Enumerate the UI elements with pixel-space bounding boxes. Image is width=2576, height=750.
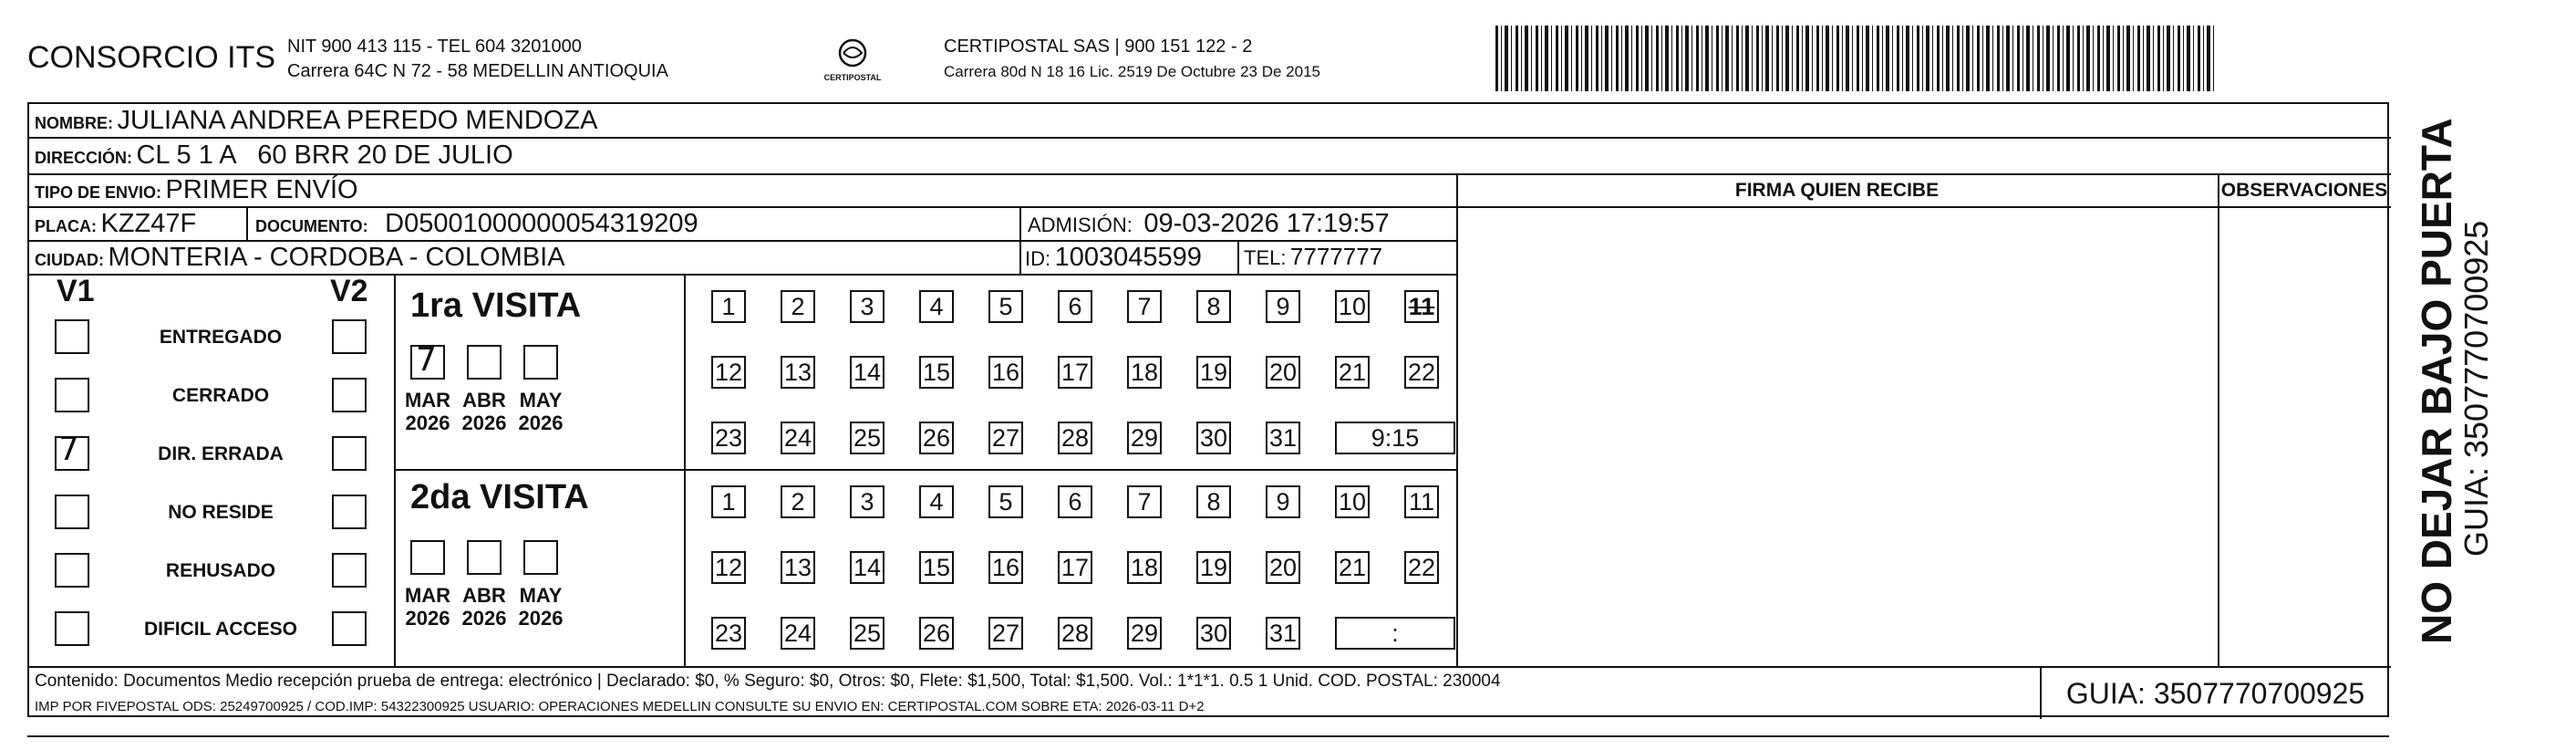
documento-value: D05001000000054319209 [385, 209, 698, 238]
status-label: NO RESIDE [168, 502, 274, 523]
day-box[interactable]: 29 [1127, 617, 1162, 650]
day-box[interactable]: 26 [919, 617, 954, 650]
day-box[interactable]: 10 [1335, 290, 1370, 323]
day-box[interactable]: 7 [1127, 290, 1162, 323]
day-box[interactable]: 8 [1196, 485, 1231, 518]
day-box[interactable]: 3 [850, 290, 885, 323]
footer-line-1: Contenido: Documentos Medio recepción prueba de entrega: electrónico | Declarado: $0, % Seguro: $0, Otros: $0, Flete: $1,500, Total: $1,500. Vol.: 1*1*1. 0.5 1 Unid. COD. POSTAL: 230004 [35, 672, 1501, 691]
day-box[interactable]: 5 [988, 485, 1023, 518]
day-box[interactable]: 20 [1266, 551, 1300, 584]
ciudad-value: MONTERIA - CORDOBA - COLOMBIA [108, 243, 565, 272]
day-box[interactable]: 10 [1335, 485, 1370, 518]
v2-checkbox[interactable] [332, 611, 367, 646]
day-box[interactable]: 23 [711, 617, 746, 650]
v2-checkbox[interactable] [332, 319, 367, 354]
warning-text: NO DEJAR BAJO PUERTA [2413, 118, 2460, 644]
company-name: CONSORCIO ITS [27, 40, 276, 75]
admision-label: ADMISIÓN: [1028, 214, 1133, 236]
day-box[interactable]: 28 [1058, 617, 1092, 650]
certipostal-logo [821, 33, 885, 88]
status-label: REHUSADO [165, 560, 276, 581]
day-box[interactable]: 23 [711, 422, 746, 454]
documento-label: DOCUMENTO: [255, 217, 368, 235]
v1-checkbox[interactable] [55, 611, 89, 646]
day-box[interactable]: 13 [781, 551, 815, 584]
v1-checkbox[interactable] [55, 319, 89, 354]
day-box[interactable]: 12 [711, 551, 746, 584]
month-checkbox[interactable] [467, 540, 502, 575]
tel-label: TEL: [1244, 246, 1287, 269]
day-box[interactable]: 11 [1404, 290, 1439, 323]
footer-guia: GUIA: 3507770700925 [2065, 677, 2365, 710]
day-box[interactable]: 9 [1266, 485, 1300, 518]
month-label [514, 584, 567, 630]
visit-2-title: 2da VISITA [410, 478, 589, 516]
v2-checkbox[interactable] [332, 436, 367, 471]
nombre-label: NOMBRE: [35, 114, 113, 132]
month-year: 2026 [518, 411, 564, 434]
month-year: 2026 [405, 411, 450, 434]
day-box[interactable]: 4 [919, 290, 954, 323]
v2-checkbox[interactable] [332, 378, 367, 412]
day-box[interactable]: 14 [850, 356, 885, 389]
handwritten-check-mark: 7 [58, 431, 79, 468]
month-year: 2026 [518, 607, 564, 630]
day-box[interactable]: 19 [1196, 551, 1231, 584]
month-label [514, 389, 567, 434]
month-year: 2026 [461, 607, 507, 630]
day-box[interactable]: 14 [850, 551, 885, 584]
day-box[interactable]: 19 [1196, 356, 1231, 389]
day-box[interactable]: 6 [1058, 485, 1092, 518]
day-box[interactable]: 16 [988, 356, 1023, 389]
month-checkbox[interactable] [523, 540, 558, 575]
address-line: Carrera 64C N 72 - 58 MEDELLIN ANTIOQUIA [287, 61, 668, 81]
month-checkbox[interactable] [523, 345, 558, 380]
status-label: DIFICIL ACCESO [143, 619, 297, 640]
tipo-envio-value: PRIMER ENVÍO [165, 175, 358, 204]
day-box[interactable]: 25 [850, 617, 885, 650]
direccion-value: CL 5 1 A 60 BRR 20 DE JULIO [136, 141, 513, 170]
v2-label: V2 [330, 274, 368, 308]
id-label: ID: [1025, 247, 1051, 270]
barcode [1495, 26, 2216, 91]
logo-text: CERTIPOSTAL [823, 73, 882, 82]
month-label [458, 389, 511, 434]
day-box[interactable]: 3 [850, 485, 885, 518]
day-box[interactable]: 5 [988, 290, 1023, 323]
day-box[interactable]: 2 [781, 290, 815, 323]
time-box[interactable]: 9:15 [1335, 422, 1455, 454]
day-box[interactable]: 22 [1404, 551, 1439, 584]
v1-checkbox[interactable] [55, 553, 89, 588]
v1-checkbox[interactable] [55, 378, 89, 412]
time-box[interactable]: : [1335, 617, 1455, 650]
month-name: MAY [519, 389, 563, 411]
day-box[interactable]: 17 [1058, 356, 1092, 389]
tipo-envio-label: TIPO DE ENVIO: [35, 183, 162, 202]
day-box[interactable]: 6 [1058, 290, 1092, 323]
day-box[interactable]: 12 [711, 356, 746, 389]
day-box[interactable]: 8 [1196, 290, 1231, 323]
footer-line-2: IMP POR FIVEPOSTAL ODS: 25249700925 / COD.IMP: 54322300925 USUARIO: OPERACIONES MEDELLIN CONSULTE SU ENVIO EN: CERTIPOSTAL.COM SOBRE ETA: 2026-03-11 D+2 [35, 699, 1205, 714]
month-year: 2026 [461, 411, 507, 434]
nit-line: NIT 900 413 115 - TEL 604 3201000 [287, 36, 582, 57]
day-box[interactable]: 26 [919, 422, 954, 454]
day-box[interactable]: 29 [1127, 422, 1162, 454]
day-box[interactable]: 16 [988, 551, 1023, 584]
day-box[interactable]: 21 [1335, 551, 1370, 584]
admision-value: 09-03-2026 17:19:57 [1143, 209, 1390, 238]
day-box[interactable]: 30 [1196, 422, 1231, 454]
v1-checkbox[interactable] [55, 431, 89, 471]
ciudad-label: CIUDAD: [35, 251, 104, 269]
direccion-label: DIRECCIÓN: [35, 149, 132, 167]
visit-1-title: 1ra VISITA [410, 286, 582, 325]
license-line: Carrera 80d N 18 16 Lic. 2519 De Octubre 23 De 2015 [944, 63, 1320, 80]
id-value: 1003045599 [1054, 243, 1202, 272]
month-name: ABR [462, 584, 506, 607]
status-label: ENTREGADO [159, 327, 283, 348]
v1-label: V1 [57, 274, 95, 308]
month-year: 2026 [405, 607, 450, 630]
handwritten-mark: 7 [416, 341, 437, 379]
day-box[interactable]: 15 [919, 551, 954, 584]
status-label: CERRADO [171, 385, 270, 406]
v1-checkbox[interactable] [55, 495, 89, 529]
day-box[interactable]: 24 [781, 422, 815, 454]
day-box[interactable]: 20 [1266, 356, 1300, 389]
v2-checkbox[interactable] [332, 553, 367, 588]
delivery-form [27, 102, 2389, 717]
day-box[interactable]: 4 [919, 485, 954, 518]
placa-value: KZZ47F [100, 209, 197, 238]
month-name: MAR [404, 389, 451, 411]
month-checkbox[interactable] [410, 341, 445, 380]
side-guia: GUIA: 3507770700925 [2457, 220, 2495, 557]
day-box[interactable]: 18 [1127, 356, 1162, 389]
day-box[interactable]: 1 [711, 290, 746, 323]
placa-label: PLACA: [35, 217, 97, 235]
day-box[interactable]: 28 [1058, 422, 1092, 454]
day-box[interactable]: 18 [1127, 551, 1162, 584]
tel-value: 7777777 [1289, 243, 1383, 270]
day-box[interactable]: 25 [850, 422, 885, 454]
day-box[interactable]: 1 [711, 485, 746, 518]
day-box[interactable]: 21 [1335, 356, 1370, 389]
day-box[interactable]: 31 [1266, 617, 1300, 650]
month-label [458, 584, 511, 630]
day-box[interactable]: 22 [1404, 356, 1439, 389]
day-box[interactable]: 30 [1196, 617, 1231, 650]
day-box[interactable]: 27 [988, 422, 1023, 454]
certipostal-line: CERTIPOSTAL SAS | 900 151 122 - 2 [944, 36, 1253, 57]
status-label: DIR. ERRADA [158, 443, 284, 464]
day-box[interactable]: 15 [919, 356, 954, 389]
day-box[interactable]: 9 [1266, 290, 1300, 323]
observaciones-label: OBSERVACIONES [2220, 180, 2388, 201]
month-label [401, 584, 454, 630]
day-box[interactable]: 2 [781, 485, 815, 518]
nombre-value: JULIANA ANDREA PEREDO MENDOZA [117, 106, 598, 135]
month-name: ABR [462, 389, 506, 411]
month-checkbox[interactable] [410, 540, 445, 575]
firma-label: FIRMA QUIEN RECIBE [1734, 180, 1940, 201]
month-label [401, 389, 454, 434]
month-name: MAY [519, 584, 563, 607]
month-checkbox[interactable] [467, 345, 502, 380]
day-box[interactable]: 17 [1058, 551, 1092, 584]
day-box[interactable]: 13 [781, 356, 815, 389]
day-box[interactable]: 7 [1127, 485, 1162, 518]
day-box[interactable]: 24 [781, 617, 815, 650]
day-box[interactable]: 27 [988, 617, 1023, 650]
v2-checkbox[interactable] [332, 495, 367, 529]
month-name: MAR [404, 584, 451, 607]
day-box[interactable]: 11 [1404, 485, 1439, 518]
day-box[interactable]: 31 [1266, 422, 1300, 454]
